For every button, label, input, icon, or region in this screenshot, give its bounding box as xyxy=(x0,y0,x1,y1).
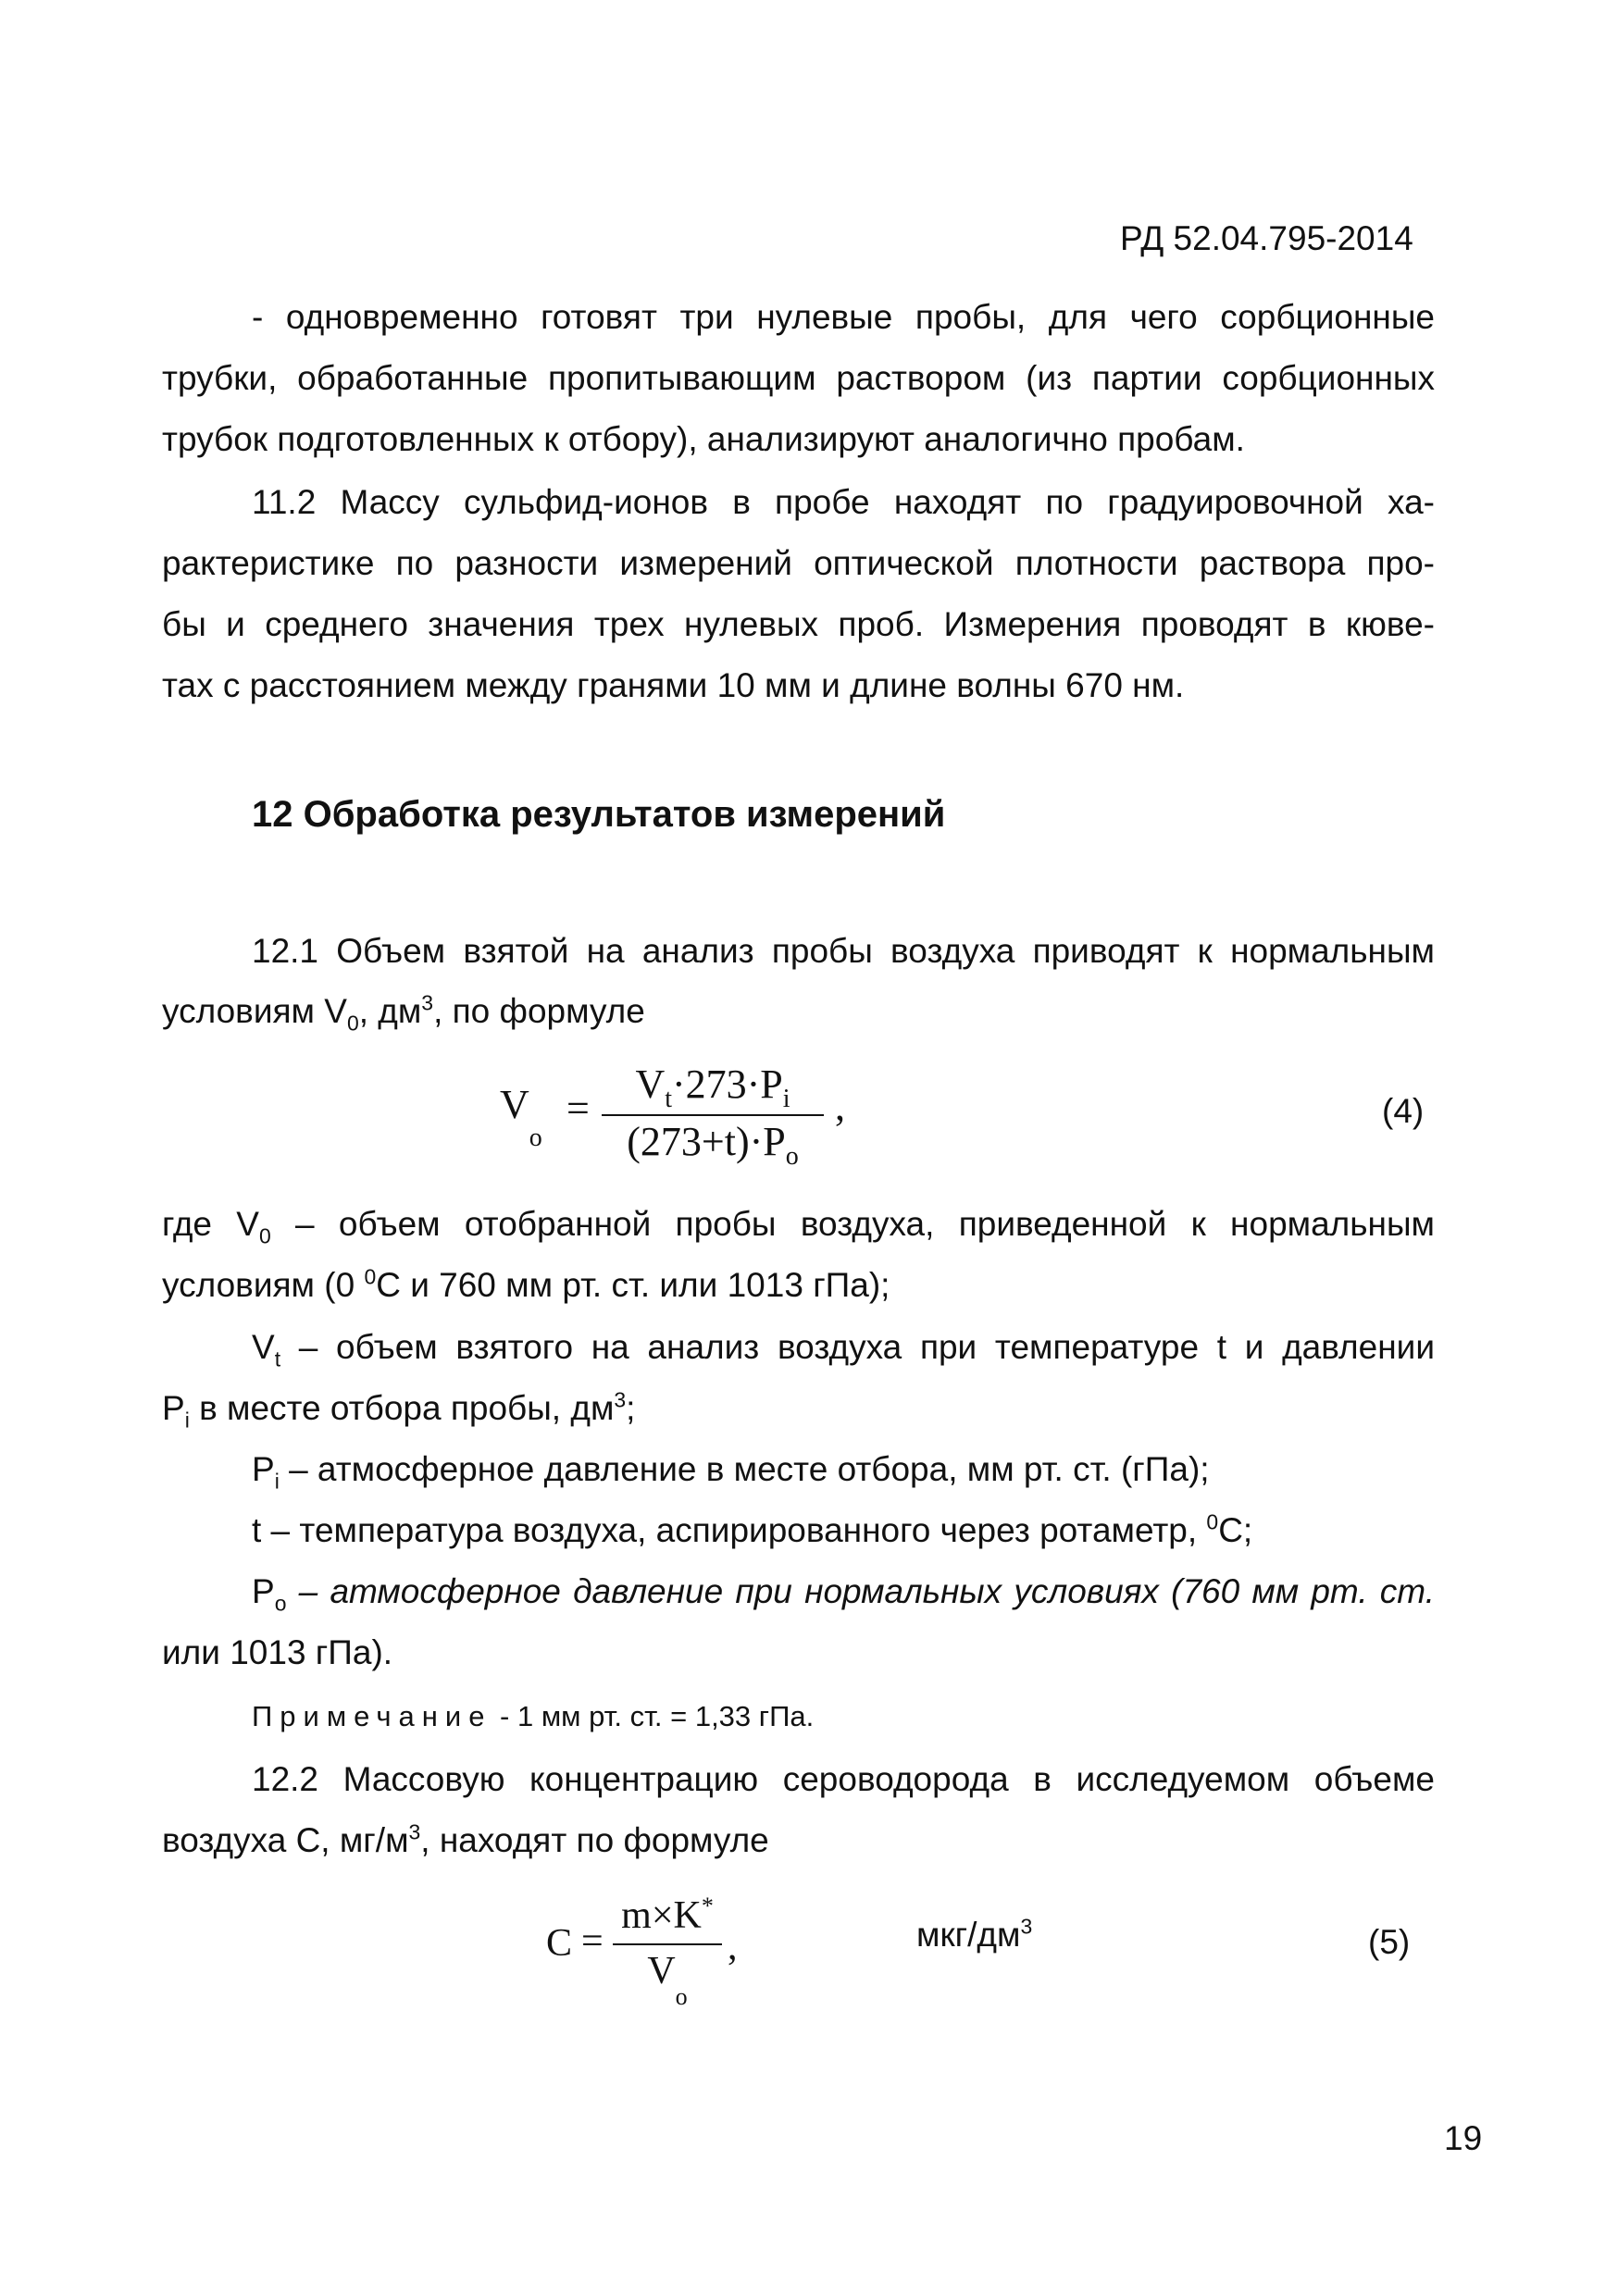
p12-1-line-1: 12.1 Объем взятой на анализ пробы воздуха приводят к нормальным xyxy=(252,932,1435,970)
page-number: 19 xyxy=(1444,2119,1483,2157)
where-vt-line-1: $V_t$ – объем взятого на анализ воздуха при температуре t и давлении xyxy=(252,1328,1435,1371)
document-code-text: РД 52.04.795-2014 xyxy=(1120,219,1413,257)
formula-5 xyxy=(546,1893,787,2017)
formula-5-equals: = xyxy=(581,1920,604,1963)
superscript: 3 xyxy=(421,990,434,1015)
where-po-line-2: или 1013 гПа). xyxy=(162,1633,393,1671)
p11-2-line-1: 11.2 Массу сульфид-ионов в пробе находят по градуировочной ха- xyxy=(252,483,1435,521)
formula-5-unit: мкг/$дм^3$ xyxy=(916,1914,1033,1954)
document-code xyxy=(1120,208,1413,269)
formula-4-fraction-bar xyxy=(602,1114,824,1116)
formula-5-comma: , xyxy=(728,1926,738,1968)
formula-5-denominator: $V_o$ xyxy=(647,1950,688,2011)
text-span: , дм xyxy=(358,992,422,1030)
p11-2-line-4: тах с расстоянием между гранями 10 мм и длине волны 670 нм. xyxy=(162,666,1185,704)
subscript: 0 xyxy=(346,1011,359,1036)
p12-1-line-2 xyxy=(162,981,645,1042)
where-vt-line-2: $P_i$ в месте отбора пробы, $дм^3$; xyxy=(162,1387,636,1433)
p11-2-line-3: бы и среднего значения трех нулевых проб. Измерения проводят в кюве- xyxy=(162,605,1435,643)
text-span: условиям V xyxy=(162,992,347,1030)
formula-5-lhs: C xyxy=(546,1922,573,1965)
where-t-line: t – температура воздуха, аспирированного через ротаметр, $^0$С; xyxy=(252,1509,1253,1549)
formula-4-denominator: $(273+t)\cdot P_o$ xyxy=(627,1119,799,1171)
formula-5-numerator: m×K* xyxy=(621,1893,714,1937)
section-title: 12 Обработка результатов измерений xyxy=(252,794,946,835)
formula-4-numerator: $V_t\cdot 273\cdot P_i$ xyxy=(635,1061,790,1113)
note xyxy=(252,1694,814,1740)
where-v0-line-1: где $V_0$ – объем отобранной пробы воздуха, приведенной к нормальным xyxy=(162,1205,1435,1248)
intro-line-1: - одновременно готовят три нулевые пробы, для чего сорбционные xyxy=(252,298,1435,336)
where-pi-line: $P_i$ – атмосферное давление в месте отбора, мм рт. ст. (гПа); xyxy=(252,1450,1210,1494)
formula-5-fraction-bar xyxy=(613,1943,722,1945)
formula-4 xyxy=(500,1061,870,1177)
where-v0-line-2: условиям (0 $^0$С и 760 мм рт. ст. или 1013 гПа); xyxy=(162,1264,890,1304)
where-po-line-1: $P_o$ – атмосферное давление при нормальных условиях (760 мм рт. ст. xyxy=(252,1572,1435,1616)
p12-2-line-1: 12.2 Массовую концентрацию сероводорода в исследуемом объеме xyxy=(252,1760,1435,1798)
p12-2-line-2: воздуха С, $мг/м^3$, находят по формуле xyxy=(162,1819,769,1859)
intro-line-2: трубки, обработанные пропитывающим раствором (из партии сорбционных xyxy=(162,359,1435,397)
formula-4-number: (4) xyxy=(1382,1092,1425,1130)
p11-2-line-2: рактеристике по разности измерений оптической плотности раствора про- xyxy=(162,544,1435,582)
formula-4-lhs: $V_o$ xyxy=(500,1082,542,1152)
note-text: - 1 мм рт. ст. = 1,33 гПа. xyxy=(492,1700,815,1732)
formula-5-number: (5) xyxy=(1368,1923,1411,1961)
text-span: , по формуле xyxy=(433,992,645,1030)
note-label: Примечание xyxy=(252,1700,492,1732)
formula-4-comma: , xyxy=(835,1084,845,1129)
intro-line-3: трубок подготовленных к отбору), анализируют аналогично пробам. xyxy=(162,420,1245,458)
formula-4-equals: = xyxy=(566,1086,590,1131)
